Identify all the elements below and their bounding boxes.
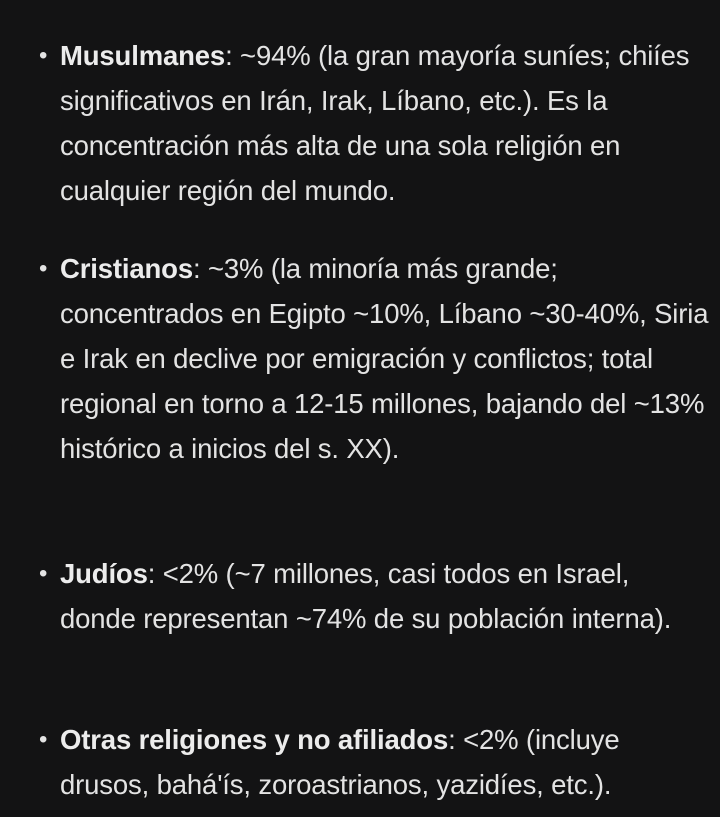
bullet: • [39, 726, 48, 753]
item-text: : <2% (~7 millones, casi todos en Israel, donde representan ~74% de su población interna). [60, 558, 672, 634]
list-item-otras-religiones [39, 717, 710, 807]
item-term: Otras religiones y no afiliados [60, 724, 449, 755]
list-item-judios [39, 551, 710, 641]
item-term: Musulmanes [60, 40, 226, 71]
list-item-cristianos [39, 246, 710, 471]
item-text: : ~3% (la minoría más grande; concentrados en Egipto ~10%, Líbano ~30-40%, Siria e Irak en declive por emigración y conflictos; total regional en torno a 12-15 millones, bajando del ~13% histórico a inicios del s. XX). [60, 253, 709, 464]
bullet: • [39, 42, 48, 69]
bullet: • [39, 255, 48, 282]
item-text: : ~94% (la gran mayoría suníes; chiíes significativos en Irán, Irak, Líbano, etc.). Es la concentración más alta de una sola religión en cualquier región del mundo. [60, 40, 690, 206]
item-text: : <2% (incluye drusos, bahá'ís, zoroastrianos, yazidíes, etc.). [60, 724, 620, 800]
item-term: Cristianos [60, 253, 193, 284]
list-item-musulmanes [39, 33, 710, 213]
bullet: • [39, 560, 48, 587]
item-term: Judíos [60, 558, 148, 589]
